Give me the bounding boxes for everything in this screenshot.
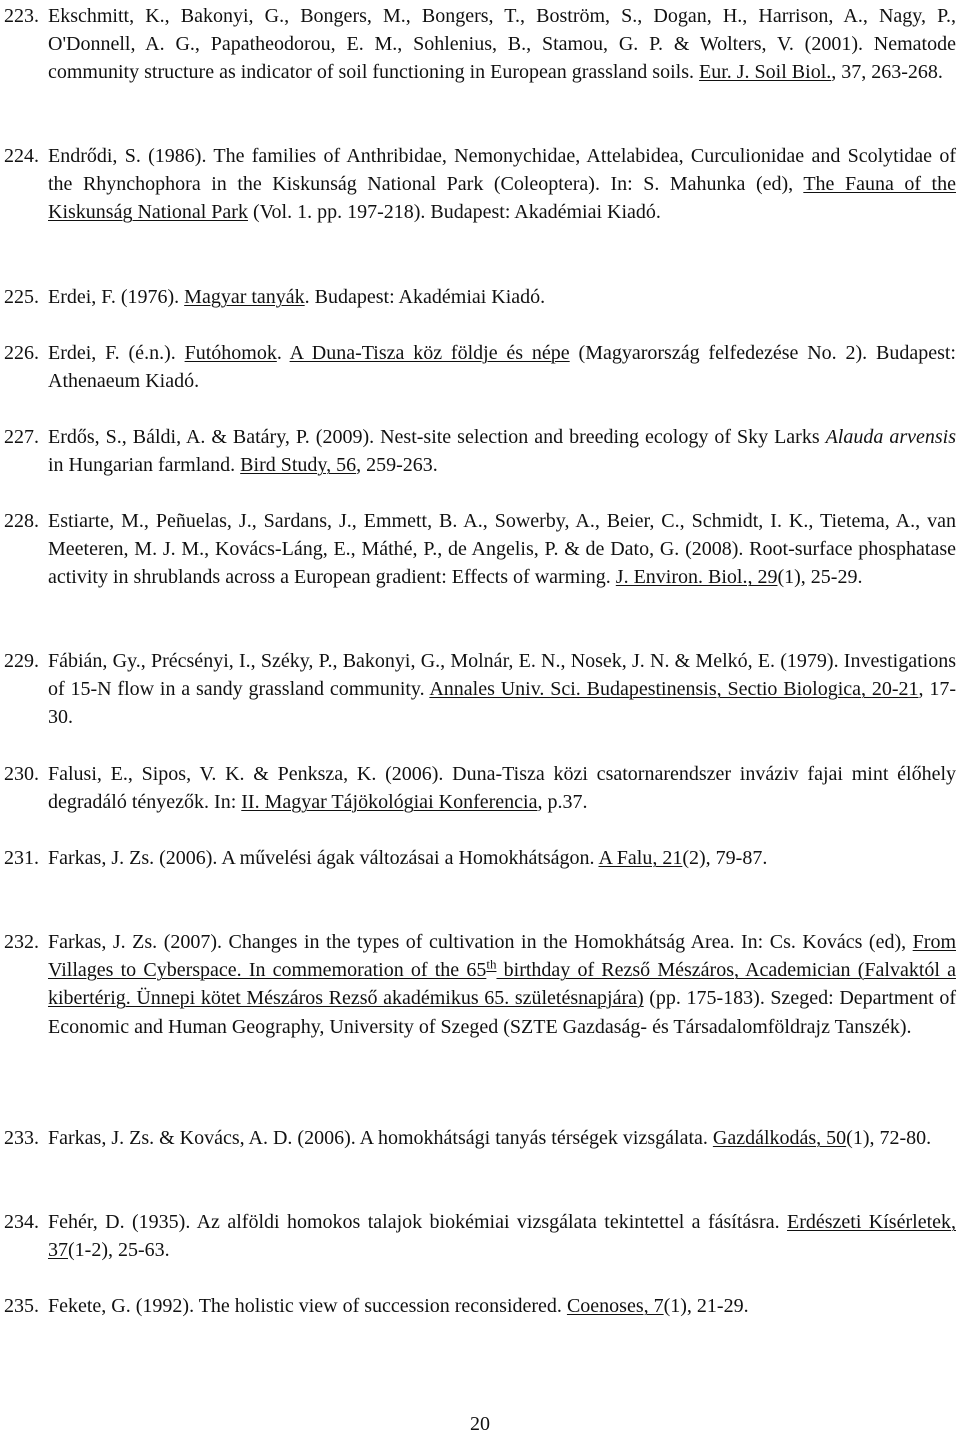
reference-entry-231 xyxy=(4,844,956,872)
reference-number: 227. xyxy=(4,426,39,448)
reference-entry-225 xyxy=(4,283,956,311)
reference-number: 229. xyxy=(4,650,39,672)
reference-text-segment: Fekete, G. (1992). The holistic view of succession reconsidered. xyxy=(48,1295,567,1317)
reference-source-title: birthday of Rezső Mészáros, Academician (Falvaktól a kibertérig. Ünnepi kötet Mészáros Rezső akadémikus 65. születésnapjára) xyxy=(48,959,956,1010)
reference-text xyxy=(48,142,956,227)
reference-number: 226. xyxy=(4,342,39,364)
reference-source-title: J. Environ. Biol., 29 xyxy=(615,566,778,589)
reference-text-segment: Falusi, E., Sipos, V. K. & Penksza, K. (2006). Duna-Tisza közi csatornarendszer inváziv fajai mint élőhely degradáló tényezők. In: xyxy=(48,763,956,814)
page-number: 20 xyxy=(470,1413,490,1435)
reference-entry-235 xyxy=(4,1292,956,1320)
reference-text xyxy=(48,2,956,87)
reference-text-segment: Fehér, D. (1935). Az alföldi homokos talajok biokémiai vizsgálata tekintettel a fásításra. xyxy=(48,1211,787,1233)
reference-source-title: A Duna-Tisza köz földje és népe xyxy=(289,342,570,364)
reference-number: 232. xyxy=(4,931,39,953)
reference-text-segment: (2), 79-87. xyxy=(682,847,768,869)
reference-entry-234 xyxy=(4,1208,956,1264)
reference-source-title: A Falu, 21 xyxy=(598,847,683,869)
reference-text-segment: , 17-30. xyxy=(48,678,956,729)
reference-text xyxy=(48,1124,956,1152)
reference-entry-230 xyxy=(4,760,956,816)
reference-text xyxy=(48,928,956,1041)
reference-text-segment: Endrődi, S. (1986). The families of Anthribidae, Nemonychidae, Attelabidea, Curculionidae and Scolytidae of the Rhynchophora in the Kiskunság National Park (Coleoptera). In: S. Mahunka (ed), xyxy=(48,145,956,196)
reference-text xyxy=(48,507,956,592)
reference-text-segment: (Magyarország felfedezése No. 2). Budapest: Athenaeum Kiadó. xyxy=(48,342,956,393)
reference-number: 225. xyxy=(4,286,39,308)
reference-text-segment: . xyxy=(276,342,290,364)
reference-text-segment: (Vol. 1. pp. 197-218). Budapest: Akadémiai Kiadó. xyxy=(247,201,661,224)
reference-text-segment: , p.37. xyxy=(537,791,588,814)
species-name: Alauda arvensis xyxy=(825,426,957,448)
reference-number: 224. xyxy=(4,145,39,167)
reference-entry-229 xyxy=(4,647,956,732)
reference-text-segment: in Hungarian farmland. xyxy=(48,454,241,477)
reference-text-segment: Estiarte, M., Peñuelas, J., Sardans, J., Emmett, B. A., Sowerby, A., Beier, C., Schmidt, I. K., Tietema, A., van Meeteren, M. J. M., Kovács-Láng, E., Máthé, P., de Angelis, P. & de Dato, G. (2008). Root-surface phosphatase activity in shrublands across a European gradient: Effects of warming. xyxy=(48,510,956,589)
reference-entry-227 xyxy=(4,423,956,479)
reference-text-segment: (pp. 175-183). Szeged: Department of Economic and Human Geography, University of Szeged (SZTE Gazdaság- és Társadalomföldrajz Tanszék). xyxy=(48,987,956,1038)
reference-entry-223 xyxy=(4,2,956,87)
reference-text-segment: , 37, 263-268. xyxy=(831,61,943,84)
reference-source-title: From Villages to Cyberspace. In commemoration of the 65 xyxy=(48,931,956,982)
reference-source-title: II. Magyar Tájökológiai Konferencia xyxy=(241,791,538,814)
reference-number: 223. xyxy=(4,5,39,27)
reference-text-segment: (1), 72-80. xyxy=(846,1127,932,1149)
reference-text-segment: Erdei, F. (1976). xyxy=(48,286,185,308)
reference-text-segment: , 259-263. xyxy=(356,454,438,477)
reference-text xyxy=(48,1292,956,1320)
reference-text-segment: Farkas, J. Zs. (2007). Changes in the types of cultivation in the Homokhátság Area. In: Cs. Kovács (ed), xyxy=(48,931,913,953)
reference-text-segment: . Budapest: Akadémiai Kiadó. xyxy=(304,286,546,308)
reference-number: 230. xyxy=(4,763,39,785)
reference-text-segment: Erdős, S., Báldi, A. & Batáry, P. (2009). Nest-site selection and breeding ecology of Sky Larks xyxy=(48,426,826,448)
reference-text xyxy=(48,1208,956,1264)
reference-number: 228. xyxy=(4,510,39,532)
reference-entry-224 xyxy=(4,142,956,227)
reference-entry-232 xyxy=(4,928,956,1041)
reference-text xyxy=(48,423,956,479)
reference-entry-233 xyxy=(4,1124,956,1152)
reference-text-segment: (1), 25-29. xyxy=(777,566,863,589)
reference-source-title: Bird Study, 56 xyxy=(240,454,357,477)
reference-number: 231. xyxy=(4,847,39,869)
reference-source-title: Futóhomok xyxy=(184,342,277,364)
reference-text xyxy=(48,844,956,872)
reference-source-title: Erdészeti Kísérletek, 37 xyxy=(48,1211,956,1262)
reference-text-segment: Fábián, Gy., Précsényi, I., Széky, P., Bakonyi, G., Molnár, E. N., Nosek, J. N. & Melkó, E. (1979). Investigations of 15-N flow in a sandy grassland community. xyxy=(48,650,956,701)
reference-source-title: Coenoses, 7 xyxy=(566,1295,664,1317)
reference-source-title: th xyxy=(486,956,497,972)
reference-number: 235. xyxy=(4,1295,39,1317)
reference-text xyxy=(48,283,956,311)
reference-text-segment: Erdei, F. (é.n.). xyxy=(48,342,185,364)
reference-text xyxy=(48,760,956,816)
reference-source-title: Annales Univ. Sci. Budapestinensis, Sectio Biologica, 20-21 xyxy=(429,678,919,701)
reference-text-segment: (1-2), 25-63. xyxy=(68,1239,170,1262)
reference-text xyxy=(48,339,956,395)
reference-source-title: The Fauna of the Kiskunság National Park xyxy=(48,173,956,224)
reference-text xyxy=(48,647,956,732)
reference-entry-226 xyxy=(4,339,956,395)
reference-text-segment: Farkas, J. Zs. & Kovács, A. D. (2006). A homokhátsági tanyás térségek vizsgálata. xyxy=(48,1127,713,1149)
reference-source-title: Gazdálkodás, 50 xyxy=(712,1127,847,1149)
reference-text-segment: (1), 21-29. xyxy=(663,1295,749,1317)
reference-text-segment: Ekschmitt, K., Bakonyi, G., Bongers, M., Bongers, T., Boström, S., Dogan, H., Harrison, A., Nagy, P., O'Donnell, A. G., Papatheodorou, E. M., Sohlenius, B., Stamou, G. P. & Wolters, V. (2001). Nematode community structure as indicator of soil functioning in European grassland soils. xyxy=(48,5,956,84)
reference-source-title: Eur. J. Soil Biol. xyxy=(699,61,832,84)
reference-number: 233. xyxy=(4,1127,39,1149)
reference-text-segment: Farkas, J. Zs. (2006). A művelési ágak változásai a Homokhátságon. xyxy=(48,847,599,869)
reference-entry-228 xyxy=(4,507,956,592)
reference-number: 234. xyxy=(4,1211,39,1233)
reference-source-title: Magyar tanyák xyxy=(184,286,305,308)
